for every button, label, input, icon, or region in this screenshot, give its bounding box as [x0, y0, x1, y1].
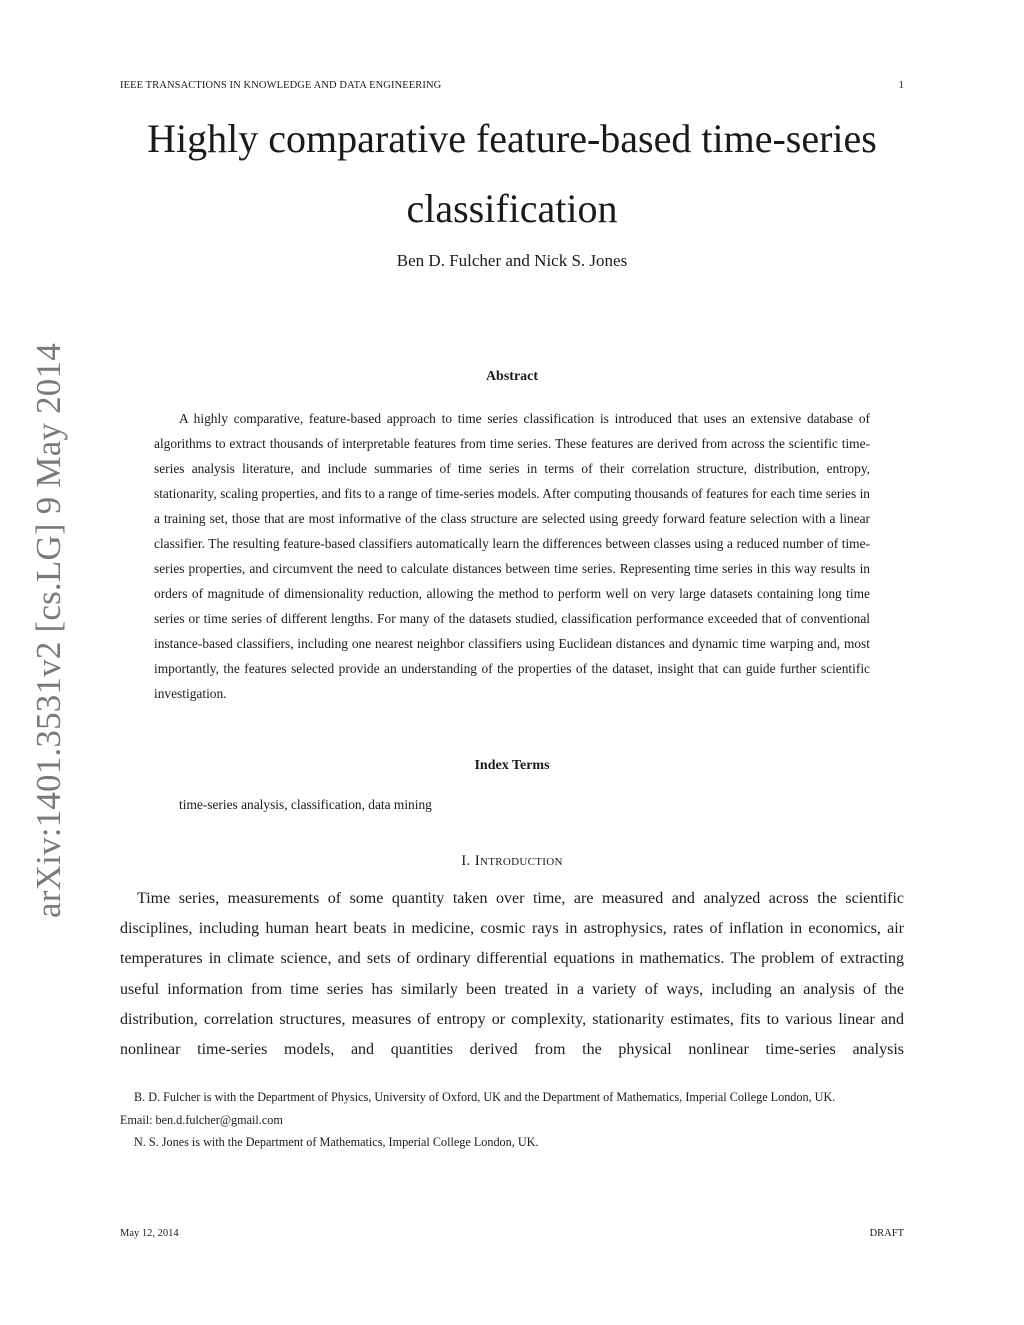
section-heading-introduction: [110, 853, 914, 870]
index-terms-heading: Index Terms: [474, 758, 550, 773]
footer-date: May 12, 2014: [120, 1228, 179, 1239]
arxiv-identifier: arXiv:1401.3531v2 [cs.LG] 9 May 2014: [29, 343, 68, 918]
index-terms-text: time-series analysis, classification, data mining: [179, 797, 432, 812]
introduction-text: Time series, measurements of some quantity taken over time, are measured and analyzed across the scientific disciplines, including human heart beats in medicine, cosmic rays in astrophysics, rates of inflation in economics, air temperatures in climate science, and sets of ordinary differential equations in mathematics. The problem of extracting useful information from time series has similarly been treated in a variety of ways, including an analysis of the distribution, correlation structures, measures of entropy or complexity, stationarity estimates, fits to various linear and nonlinear time-series models, and quantities derived from the physical nonlinear time-series analysis: [120, 890, 904, 1059]
footnote-email: Email: ben.d.fulcher@gmail.com: [120, 1112, 283, 1127]
journal-name: IEEE TRANSACTIONS IN KNOWLEDGE AND DATA ENGINEERING: [120, 80, 442, 91]
page-number: 1: [898, 80, 904, 91]
running-header: [120, 80, 904, 91]
abstract-heading: Abstract: [485, 369, 539, 384]
abstract-text: A highly comparative, feature-based approach to time series classification is introduced that uses an extensive database of algorithms to extract thousands of interpretable features from time series. These features are derived from across the scientific time-series analysis literature, and include summaries of time series in terms of their correlation structure, distribution, entropy, stationarity, scaling properties, and fits to a range of time-series models. After computing thousands of features for each time series in a training set, those that are most informative of the class structure are selected using greedy forward feature selection with a linear classifier. The resulting feature-based classifiers automatically learn the differences between classes using a reduced number of time-series properties, and circumvent the need to calculate distances between time series. Representing time series in this way results in orders of magnitude of dimensionality reduction, allowing the method to perform well on very large datasets containing long time series or time series of different lengths. For many of the datasets studied, classification performance exceeded that of conventional instance-based classifiers, including one nearest neighbor classifiers using Euclidean distances and dynamic time warping and, most importantly, the features selected provide an understanding of the properties of the dataset, insight that can guide further scientific investigation.: [154, 411, 870, 701]
footnotes: [120, 1086, 904, 1154]
title-line-2: classification: [406, 186, 618, 231]
section-title: Introduction: [474, 853, 563, 869]
footer-status: DRAFT: [869, 1228, 904, 1239]
section-number: I.: [461, 853, 471, 869]
footnote-jones-affiliation: N. S. Jones is with the Department of Mathematics, Imperial College London, UK.: [134, 1135, 539, 1149]
footnote-fulcher-affiliation: B. D. Fulcher is with the Department of Physics, University of Oxford, UK and the Department of Mathematics, Imperial College London, UK.: [134, 1090, 836, 1104]
author-list: Ben D. Fulcher and Nick S. Jones: [396, 251, 628, 270]
paper-title: [110, 104, 914, 244]
page-footer: [120, 1228, 904, 1239]
title-line-1: Highly comparative feature-based time-series: [147, 116, 877, 161]
